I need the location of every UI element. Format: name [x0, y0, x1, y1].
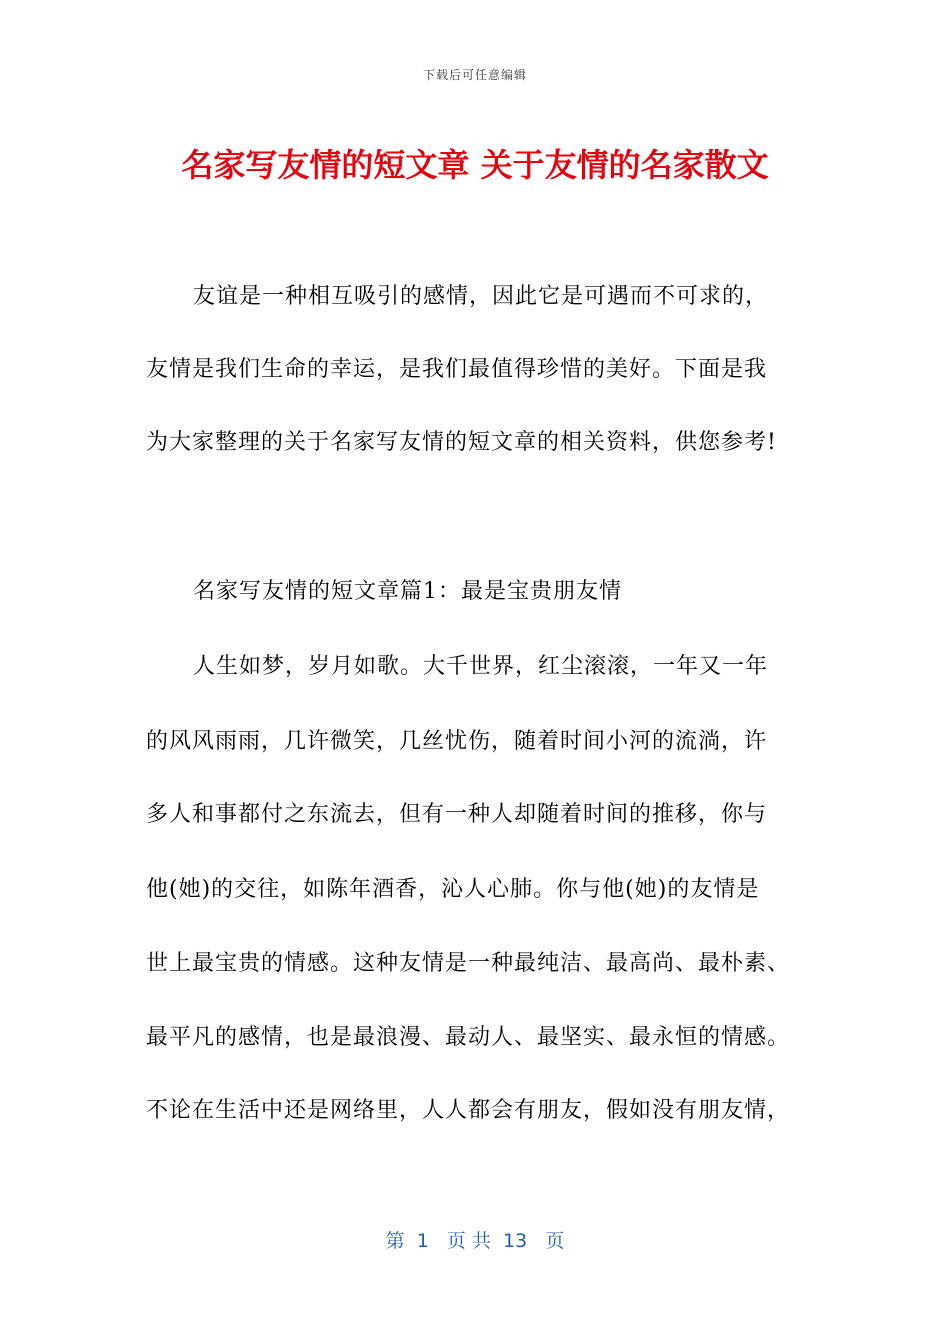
intro-line-3: 为大家整理的关于名家写友情的短文章的相关资料，供您参考! — [146, 430, 777, 455]
intro-line-2: 友情是我们生命的幸运，是我们最值得珍惜的美好。下面是我 — [146, 357, 768, 382]
document-title: 名家写友情的短文章 关于友情的名家散文 — [181, 146, 769, 184]
paragraph-line-6: 最平凡的感情，也是最浪漫、最动人、最坚实、最永恒的情感。 — [146, 1025, 791, 1050]
paragraph-line-1: 人生如梦，岁月如歌。大千世界，红尘滚滚，一年又一年 — [193, 654, 769, 679]
intro-line-1: 友谊是一种相互吸引的感情，因此它是可遇而不可求的， — [193, 284, 769, 309]
header-note: 下载后可任意编辑 — [422, 68, 527, 82]
paragraph-line-2: 的风风雨雨，几许微笑，几丝忧伤，随着时间小河的流淌，许 — [146, 729, 768, 754]
paragraph-line-7: 不论在生活中还是网络里，人人都会有朋友，假如没有朋友情， — [146, 1098, 791, 1123]
paragraph-line-5: 世上最宝贵的情感。这种友情是一种最纯洁、最高尚、最朴素、 — [146, 951, 791, 976]
page-number-footer: 第 1 页 共 13 页 — [385, 1230, 565, 1252]
section-heading: 名家写友情的短文章篇1：最是宝贵朋友情 — [193, 579, 622, 604]
paragraph-line-3: 多人和事都付之东流去，但有一种人却随着时间的推移，你与 — [146, 802, 768, 827]
paragraph-line-4: 他(她)的交往，如陈年酒香，沁人心肺。你与他(她)的友情是 — [146, 877, 760, 902]
